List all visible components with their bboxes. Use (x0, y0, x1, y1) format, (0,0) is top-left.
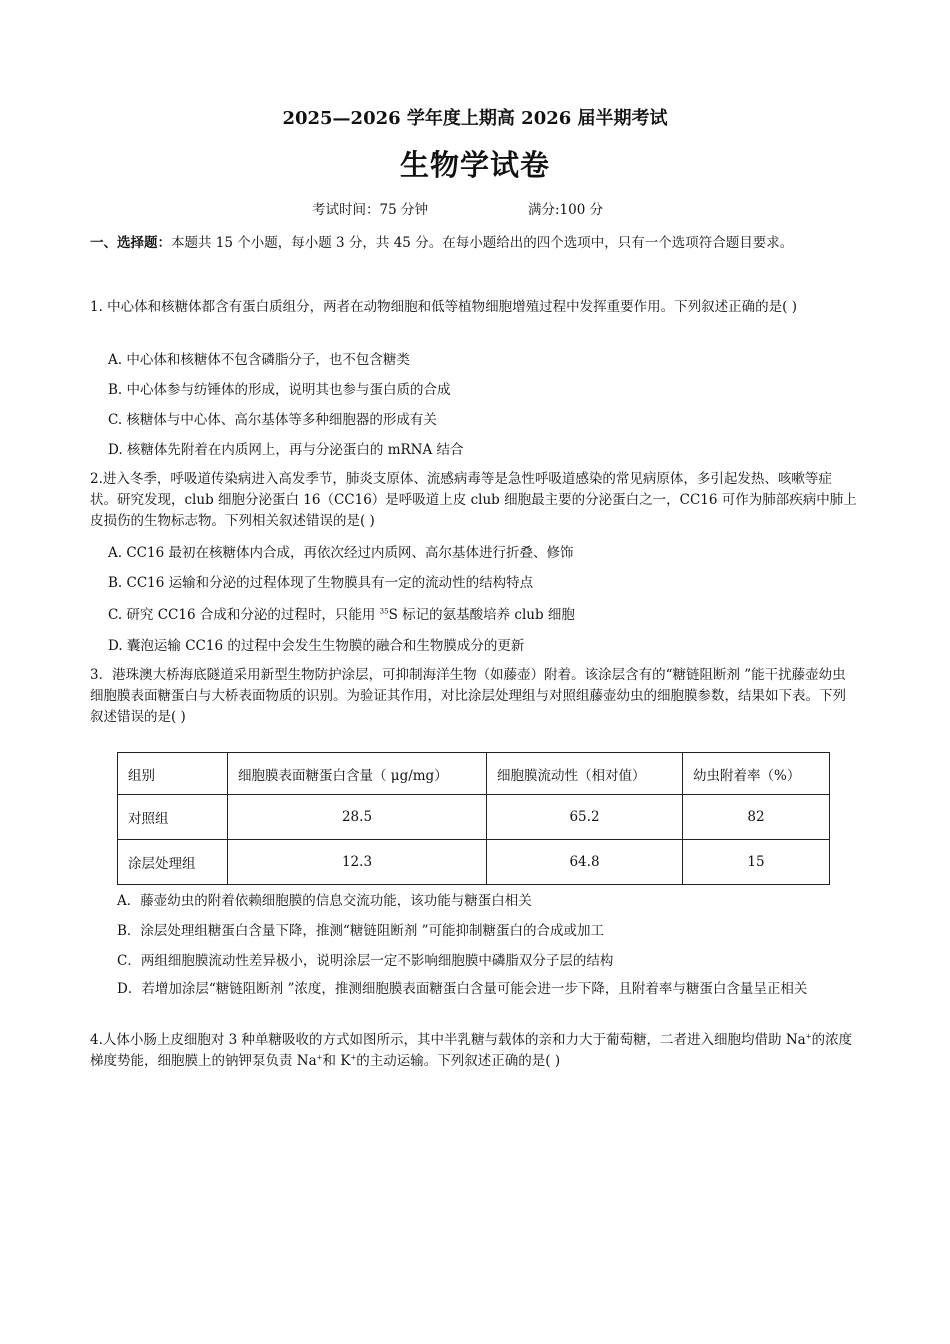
ion-charge-superscript: + (805, 1032, 812, 1041)
table-cell: 对照组 (118, 795, 228, 840)
question-3-stem: 3．港珠澳大桥海底隧道采用新型生物防护涂层，可抑制海洋生物（如藤壶）附着。该涂层含有的“糖链阻断剂 ”能干扰藤壶幼虫细胞膜表面糖蛋白与大桥表面物质的识别。为验证其作用，对比涂层处理组与对照组藤壶幼虫的细胞膜参数，结果如下表。下列叙述错误的是( ) (90, 667, 846, 725)
question-1-option-a: A. 中心体和核糖体不包含磷脂分子，也不包含糖类 (108, 352, 410, 368)
data-table (117, 752, 830, 885)
ion-charge-superscript: + (350, 1053, 357, 1062)
table-header-cell: 细胞膜表面糖蛋白含量（ μg/mg） (228, 753, 487, 795)
question-4-stem (90, 1030, 858, 1072)
question-4-stem-part: 的主动运输。下列叙述正确的是( ) (356, 1053, 561, 1069)
question-3-option-d: D．若增加涂层“糖链阻断剂 ”浓度，推测细胞膜表面糖蛋白含量可能会进一步下降，且附着率与糖蛋白含量呈正相关 (117, 981, 808, 997)
section-label: 一、选择题： (90, 235, 171, 251)
question-4-stem-part: 4.人体小肠上皮细胞对 3 种单糖吸收的方式如图所示，其中半乳糖与载体的亲和力大于葡萄糖，二者进入细胞均借助 Na (90, 1032, 806, 1048)
exam-info (312, 198, 603, 218)
table-cell: 82 (683, 795, 830, 840)
question-1-option-d: D. 核糖体先附着在内质网上，再与分泌蛋白的 mRNA 结合 (108, 442, 464, 458)
question-1-option-b: B. 中心体参与纺锤体的形成，说明其也参与蛋白质的合成 (108, 382, 451, 398)
question-2-option-b: B. CC16 运输和分泌的过程体现了生物膜具有一定的流动性的结构特点 (108, 575, 534, 591)
table-cell: 15 (683, 840, 830, 885)
question-2-option-a: A. CC16 最初在核糖体内合成，再依次经过内质网、高尔基体进行折叠、修饰 (108, 545, 574, 561)
score-info: 满分:100 分 (527, 202, 604, 218)
table-header-cell: 细胞膜流动性（相对值） (487, 753, 683, 795)
table-row (118, 840, 830, 885)
question-4-stem-part: 的浓度梯度势能，细胞膜上的钠钾泵负责 Na (90, 1032, 853, 1069)
table-cell: 65.2 (487, 795, 683, 840)
ion-charge-superscript: + (316, 1053, 323, 1062)
question-2-option-c-text: C. 研究 CC16 合成和分泌的过程时，只能用 (108, 607, 376, 623)
question-1-option-c: C. 核糖体与中心体、高尔基体等多种细胞器的形成有关 (108, 412, 437, 428)
question-4-stem-part: 和 K (322, 1053, 351, 1069)
section-heading (90, 229, 858, 258)
question-2-stem: 2.进入冬季，呼吸道传染病进入高发季节，肺炎支原体、流感病毒等是急性呼吸道感染的常见病原体，多引起发热、咳嗽等症状。研究发现，club 细胞分泌蛋白 16（CC16）是呼吸道上皮 club 细胞最主要的分泌蛋白之一，CC16 可作为肺部疾病中肺上皮损伤的生物标志物。下列相关叙述错误的是( ) (90, 471, 857, 529)
table-row (118, 795, 830, 840)
section-description: 本题共 15 个小题，每小题 3 分，共 45 分。在每小题给出的四个选项中，只有一个选项符合题目要求。 (171, 235, 794, 251)
subject-title: 生物学试卷 (399, 148, 550, 182)
table-cell: 12.3 (228, 840, 487, 885)
table-header-cell: 组别 (118, 753, 228, 795)
question-3-option-a: A．藤壶幼虫的附着依赖细胞膜的信息交流功能，该功能与糖蛋白相关 (117, 893, 532, 909)
time-info: 考试时间：75 分钟 (312, 202, 428, 218)
question-2-option-d: D. 囊泡运输 CC16 的过程中会发生生物膜的融合和生物膜成分的更新 (108, 638, 525, 654)
question-1-stem: 1. 中心体和核糖体都含有蛋白质组分，两者在动物细胞和低等植物细胞增殖过程中发挥重要作用。下列叙述正确的是( ) (90, 299, 797, 315)
isotope-superscript: 35 (379, 607, 389, 616)
exam-title: 2025—2026 学年度上期高 2026 届半期考试 (282, 108, 668, 129)
question-2-option-c (108, 603, 575, 623)
question-3-option-b: B．涂层处理组糖蛋白含量下降，推测“糖链阻断剂 ”可能抑制糖蛋白的合成或加工 (117, 923, 605, 939)
table-cell: 64.8 (487, 840, 683, 885)
table-header-row (118, 753, 830, 795)
table-cell: 涂层处理组 (118, 840, 228, 885)
table-header-cell: 幼虫附着率（%） (683, 753, 830, 795)
question-3-option-c: C．两组细胞膜流动性差异极小，说明涂层一定不影响细胞膜中磷脂双分子层的结构 (117, 953, 614, 969)
table-cell: 28.5 (228, 795, 487, 840)
question-2-option-c-rest: S 标记的氨基酸培养 club 细胞 (388, 607, 575, 623)
